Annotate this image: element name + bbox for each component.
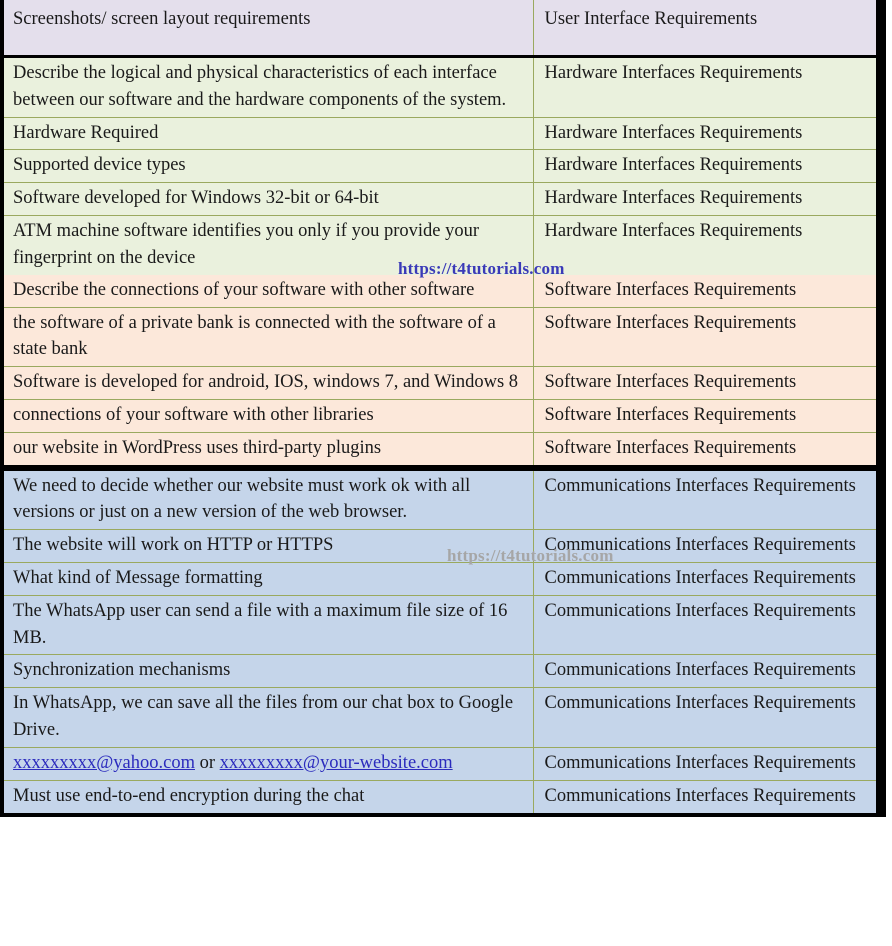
requirement-category: Hardware Interfaces Requirements — [533, 150, 876, 183]
table-row — [4, 688, 876, 748]
requirement-description: connections of your software with other libraries — [4, 399, 533, 432]
requirement-category: Software Interfaces Requirements — [533, 367, 876, 400]
requirement-category: Communications Interfaces Requirements — [533, 471, 876, 530]
table-row — [4, 183, 876, 216]
table-row — [4, 530, 876, 563]
requirement-category: Hardware Interfaces Requirements — [533, 183, 876, 216]
requirement-description: We need to decide whether our website must work ok with all versions or just on a new version of the web browser. — [4, 471, 533, 530]
table-row — [4, 150, 876, 183]
requirement-category: Hardware Interfaces Requirements — [544, 221, 803, 242]
requirement-category: Communications Interfaces Requirements — [533, 688, 876, 748]
section-user-interface — [0, 0, 886, 55]
requirement-description: Must use end-to-end encryption during the chat — [4, 780, 533, 812]
requirement-category: Hardware Interfaces Requirements — [533, 58, 876, 117]
requirement-description: Software developed for Windows 32-bit or 64-bit — [4, 183, 533, 216]
requirement-description-email — [4, 747, 533, 780]
section-hardware-interfaces — [0, 58, 886, 275]
requirement-description: Supported device types — [4, 150, 533, 183]
watermark-url-gray: https://t4tutorials.com — [447, 546, 614, 565]
requirement-description: our website in WordPress uses third-party plugins — [4, 432, 533, 464]
requirement-description: In WhatsApp, we can save all the files from our chat box to Google Drive. — [4, 688, 533, 748]
section-communications-interfaces — [0, 471, 886, 813]
requirement-description: Screenshots/ screen layout requirements — [4, 0, 533, 55]
requirement-description: Hardware Required — [4, 117, 533, 150]
requirement-category: Software Interfaces Requirements — [533, 307, 876, 367]
table-row — [4, 275, 876, 307]
requirement-category: Hardware Interfaces Requirements — [533, 117, 876, 150]
table-software-interfaces — [4, 275, 876, 465]
requirement-description: The website will work on HTTP or HTTPS — [4, 530, 533, 563]
requirement-category: Communications Interfaces Requirements — [533, 595, 876, 655]
table-communications-interfaces — [4, 471, 876, 813]
section-software-interfaces — [0, 275, 886, 465]
watermark-url-blue: https://t4tutorials.com — [398, 259, 565, 278]
requirement-category: Communications Interfaces Requirements — [533, 655, 876, 688]
requirement-description: The WhatsApp user can send a file with a maximum file size of 16 MB. — [4, 595, 533, 655]
table-row — [4, 747, 876, 780]
table-row — [4, 216, 876, 275]
table-row — [4, 399, 876, 432]
email-link-yahoo[interactable]: xxxxxxxxx@yahoo.com — [13, 752, 195, 773]
table-row — [4, 780, 876, 812]
requirement-category: User Interface Requirements — [544, 9, 758, 29]
table-row — [4, 58, 876, 117]
requirement-category: Communications Interfaces Requirements — [533, 747, 876, 780]
table-user-interface — [4, 0, 876, 55]
table-row — [4, 432, 876, 464]
requirement-category: Communications Interfaces Requirements — [544, 785, 856, 806]
requirement-description: ATM machine software identifies you only if you provide your fingerprint on the device — [4, 216, 533, 275]
requirement-category: Software Interfaces Requirements — [533, 399, 876, 432]
table-hardware-interfaces — [4, 58, 876, 275]
requirement-description: Describe the logical and physical characteristics of each interface between our software and the hardware components of the system. — [4, 58, 533, 117]
requirement-description: Describe the connections of your software with other software — [4, 275, 533, 307]
requirement-category: Software Interfaces Requirements — [533, 275, 876, 307]
table-row — [4, 563, 876, 596]
requirement-description: Software is developed for android, IOS, windows 7, and Windows 8 — [4, 367, 533, 400]
email-separator-text: or — [194, 752, 220, 773]
table-row — [4, 655, 876, 688]
table-row — [4, 0, 876, 55]
requirement-description: What kind of Message formatting — [4, 563, 533, 596]
requirement-category: Communications Interfaces Requirements — [533, 563, 876, 596]
requirement-description: Synchronization mechanisms — [4, 655, 533, 688]
email-link-website[interactable]: xxxxxxxxx@your-website.com — [219, 752, 453, 773]
table-row — [4, 367, 876, 400]
table-row — [4, 307, 876, 367]
table-row — [4, 117, 876, 150]
requirement-description: the software of a private bank is connected with the software of a state bank — [4, 307, 533, 367]
table-row — [4, 471, 876, 530]
requirement-category: Software Interfaces Requirements — [544, 437, 797, 458]
table-row — [4, 595, 876, 655]
requirement-category: Communications Interfaces Requirements — [533, 530, 876, 563]
